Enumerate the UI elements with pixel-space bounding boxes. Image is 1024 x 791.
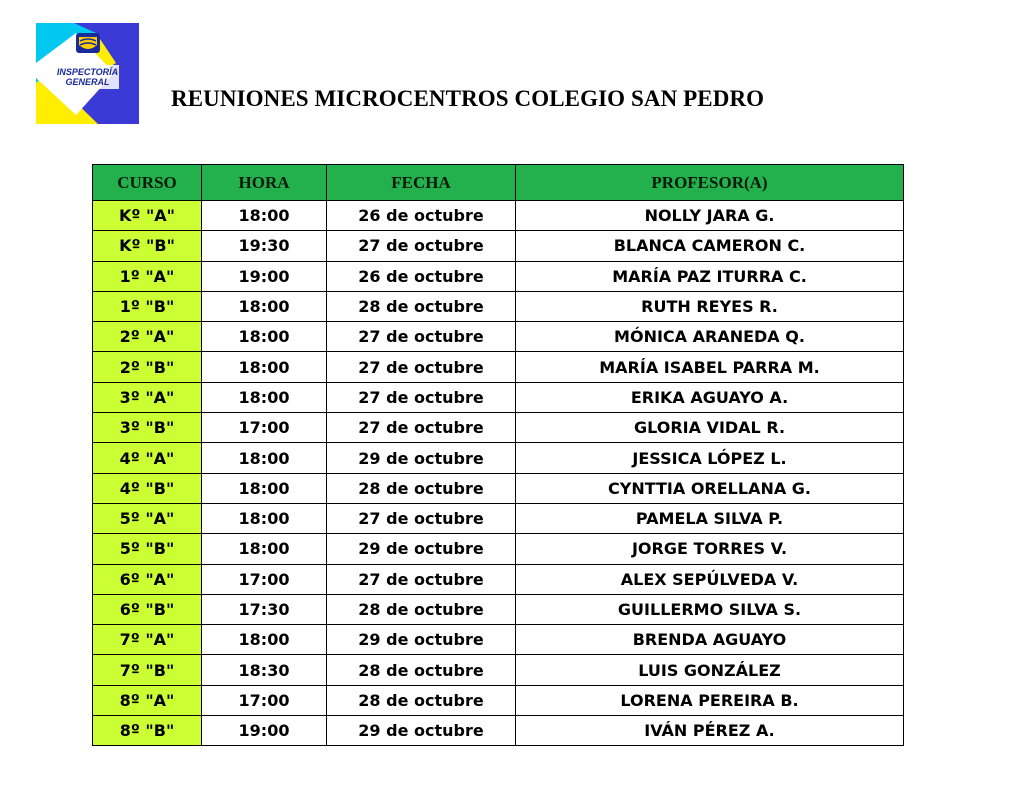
table-row — [93, 413, 904, 443]
fecha-cell: 29 de octubre — [327, 443, 516, 473]
table-row — [93, 564, 904, 594]
curso-cell: 5º "B" — [93, 534, 202, 564]
table-row — [93, 261, 904, 291]
profesor-cell: LORENA PEREIRA B. — [516, 685, 904, 715]
profesor-cell: ALEX SEPÚLVEDA V. — [516, 564, 904, 594]
table-row — [93, 443, 904, 473]
fecha-cell: 28 de octubre — [327, 291, 516, 321]
fecha-cell: 28 de octubre — [327, 594, 516, 624]
profesor-cell: MARÍA PAZ ITURRA C. — [516, 261, 904, 291]
table-row — [93, 625, 904, 655]
profesor-cell: BRENDA AGUAYO — [516, 625, 904, 655]
fecha-cell: 29 de octubre — [327, 716, 516, 746]
table-row — [93, 716, 904, 746]
page-title: REUNIONES MICROCENTROS COLEGIO SAN PEDRO — [171, 86, 765, 111]
table-row — [93, 685, 904, 715]
curso-cell: 5º "A" — [93, 503, 202, 533]
profesor-cell: BLANCA CAMERON C. — [516, 231, 904, 261]
hora-cell: 18:30 — [202, 655, 327, 685]
curso-cell: 1º "A" — [93, 261, 202, 291]
table-row — [93, 201, 904, 231]
fecha-cell: 28 de octubre — [327, 685, 516, 715]
hora-cell: 17:00 — [202, 413, 327, 443]
hora-cell: 18:00 — [202, 352, 327, 382]
table-row — [93, 352, 904, 382]
fecha-cell: 27 de octubre — [327, 382, 516, 412]
schedule-table — [92, 164, 904, 746]
curso-cell: 6º "A" — [93, 564, 202, 594]
profesor-cell: MARÍA ISABEL PARRA M. — [516, 352, 904, 382]
fecha-cell: 29 de octubre — [327, 625, 516, 655]
hora-cell: 18:00 — [202, 382, 327, 412]
logo-text-line2: GENERAL — [65, 77, 110, 87]
profesor-cell: JESSICA LÓPEZ L. — [516, 443, 904, 473]
curso-cell: 6º "B" — [93, 594, 202, 624]
hora-cell: 19:30 — [202, 231, 327, 261]
hora-cell: 17:30 — [202, 594, 327, 624]
hora-cell: 18:00 — [202, 201, 327, 231]
curso-cell: 7º "B" — [93, 655, 202, 685]
fecha-cell: 29 de octubre — [327, 534, 516, 564]
curso-cell: 2º "B" — [93, 352, 202, 382]
table-row — [93, 231, 904, 261]
hora-cell: 18:00 — [202, 625, 327, 655]
curso-cell: 4º "B" — [93, 473, 202, 503]
curso-cell: 3º "A" — [93, 382, 202, 412]
table-row — [93, 322, 904, 352]
hora-cell: 18:00 — [202, 503, 327, 533]
column-header-hora: HORA — [202, 165, 327, 201]
table-row — [93, 534, 904, 564]
profesor-cell: IVÁN PÉREZ A. — [516, 716, 904, 746]
table-row — [93, 291, 904, 321]
hora-cell: 18:00 — [202, 443, 327, 473]
curso-cell: 2º "A" — [93, 322, 202, 352]
profesor-cell: NOLLY JARA G. — [516, 201, 904, 231]
fecha-cell: 28 de octubre — [327, 655, 516, 685]
curso-cell: 8º "B" — [93, 716, 202, 746]
fecha-cell: 27 de octubre — [327, 503, 516, 533]
hora-cell: 18:00 — [202, 534, 327, 564]
profesor-cell: CYNTTIA ORELLANA G. — [516, 473, 904, 503]
profesor-cell: MÓNICA ARANEDA Q. — [516, 322, 904, 352]
fecha-cell: 27 de octubre — [327, 413, 516, 443]
hora-cell: 17:00 — [202, 685, 327, 715]
curso-cell: 8º "A" — [93, 685, 202, 715]
fecha-cell: 27 de octubre — [327, 322, 516, 352]
curso-cell: 1º "B" — [93, 291, 202, 321]
curso-cell: Kº "B" — [93, 231, 202, 261]
table-row — [93, 382, 904, 412]
curso-cell: 3º "B" — [93, 413, 202, 443]
hora-cell: 18:00 — [202, 322, 327, 352]
logo-text — [36, 67, 139, 87]
table-body — [93, 201, 904, 746]
hora-cell: 19:00 — [202, 261, 327, 291]
fecha-cell: 26 de octubre — [327, 261, 516, 291]
profesor-cell: PAMELA SILVA P. — [516, 503, 904, 533]
table-row — [93, 503, 904, 533]
hora-cell: 18:00 — [202, 291, 327, 321]
table-header-row — [93, 165, 904, 201]
fecha-cell: 26 de octubre — [327, 201, 516, 231]
inspectoria-general-logo — [36, 23, 139, 124]
table-row — [93, 655, 904, 685]
fecha-cell: 28 de octubre — [327, 473, 516, 503]
column-header-profesor: PROFESOR(A) — [516, 165, 904, 201]
fecha-cell: 27 de octubre — [327, 231, 516, 261]
profesor-cell: LUIS GONZÁLEZ — [516, 655, 904, 685]
curso-cell: 7º "A" — [93, 625, 202, 655]
hora-cell: 19:00 — [202, 716, 327, 746]
logo-text-line1: INSPECTORÍA — [56, 67, 119, 77]
profesor-cell: GLORIA VIDAL R. — [516, 413, 904, 443]
curso-cell: Kº "A" — [93, 201, 202, 231]
hora-cell: 18:00 — [202, 473, 327, 503]
profesor-cell: RUTH REYES R. — [516, 291, 904, 321]
table-row — [93, 473, 904, 503]
hora-cell: 17:00 — [202, 564, 327, 594]
column-header-curso: CURSO — [93, 165, 202, 201]
table-row — [93, 594, 904, 624]
column-header-fecha: FECHA — [327, 165, 516, 201]
fecha-cell: 27 de octubre — [327, 564, 516, 594]
curso-cell: 4º "A" — [93, 443, 202, 473]
profesor-cell: JORGE TORRES V. — [516, 534, 904, 564]
fecha-cell: 27 de octubre — [327, 352, 516, 382]
profesor-cell: GUILLERMO SILVA S. — [516, 594, 904, 624]
profesor-cell: ERIKA AGUAYO A. — [516, 382, 904, 412]
